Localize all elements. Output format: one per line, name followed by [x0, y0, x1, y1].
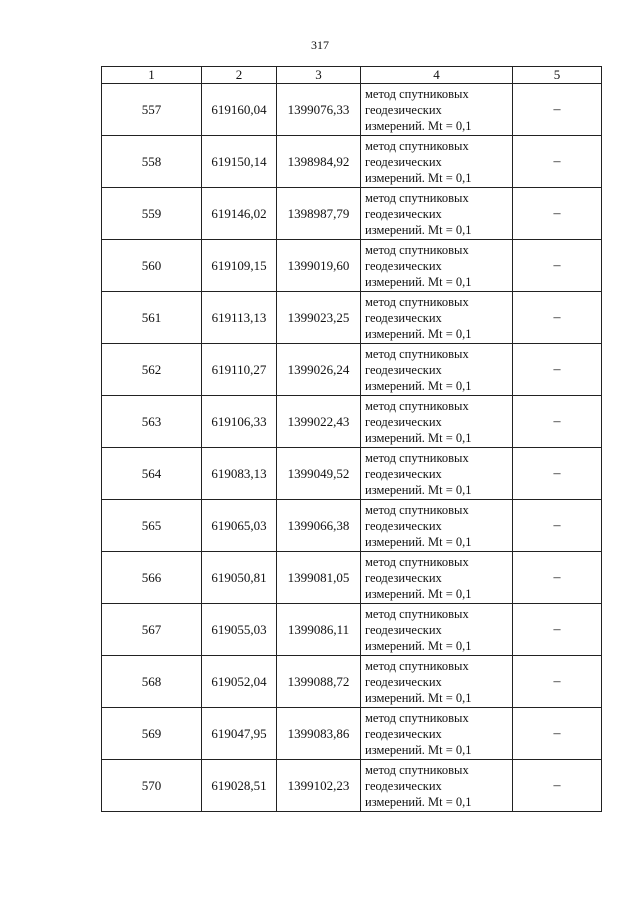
method-line: геодезических — [365, 778, 442, 793]
note-cell: – — [513, 136, 602, 188]
method-line: метод спутниковых — [365, 450, 469, 465]
x-coordinate-cell: 619047,95 — [202, 708, 277, 760]
method-line: измерений. Mt = 0,1 — [365, 690, 472, 705]
note-cell: – — [513, 188, 602, 240]
x-coordinate-cell: 619055,03 — [202, 604, 277, 656]
point-number-cell: 563 — [102, 396, 202, 448]
method-line: измерений. Mt = 0,1 — [365, 534, 472, 549]
method-line: измерений. Mt = 0,1 — [365, 222, 472, 237]
method-line: геодезических — [365, 518, 442, 533]
method-line: геодезических — [365, 414, 442, 429]
method-line: измерений. Mt = 0,1 — [365, 638, 472, 653]
note-cell: – — [513, 500, 602, 552]
y-coordinate-cell: 1399019,60 — [277, 240, 361, 292]
note-cell: – — [513, 552, 602, 604]
point-number-cell: 567 — [102, 604, 202, 656]
coordinates-table — [101, 66, 602, 812]
method-cell — [361, 84, 513, 136]
note-cell: – — [513, 604, 602, 656]
point-number-cell: 560 — [102, 240, 202, 292]
method-line: геодезических — [365, 726, 442, 741]
x-coordinate-cell: 619106,33 — [202, 396, 277, 448]
method-line: геодезических — [365, 102, 442, 117]
table-row — [102, 396, 602, 448]
method-cell — [361, 656, 513, 708]
method-cell — [361, 344, 513, 396]
x-coordinate-cell: 619109,15 — [202, 240, 277, 292]
column-header: 5 — [513, 67, 602, 84]
method-cell — [361, 760, 513, 812]
y-coordinate-cell: 1398987,79 — [277, 188, 361, 240]
page-number: 317 — [311, 38, 329, 52]
table-row — [102, 84, 602, 136]
method-cell — [361, 500, 513, 552]
method-line: геодезических — [365, 258, 442, 273]
point-number-cell: 564 — [102, 448, 202, 500]
method-cell — [361, 708, 513, 760]
x-coordinate-cell: 619052,04 — [202, 656, 277, 708]
note-cell: – — [513, 344, 602, 396]
method-cell — [361, 188, 513, 240]
method-line: измерений. Mt = 0,1 — [365, 118, 472, 133]
point-number-cell: 557 — [102, 84, 202, 136]
method-cell — [361, 448, 513, 500]
method-cell — [361, 604, 513, 656]
note-cell: – — [513, 84, 602, 136]
method-line: измерений. Mt = 0,1 — [365, 482, 472, 497]
table-row — [102, 500, 602, 552]
table-row — [102, 760, 602, 812]
method-cell — [361, 396, 513, 448]
point-number-cell: 559 — [102, 188, 202, 240]
point-number-cell: 558 — [102, 136, 202, 188]
table-row — [102, 292, 602, 344]
note-cell: – — [513, 656, 602, 708]
note-cell: – — [513, 708, 602, 760]
x-coordinate-cell: 619083,13 — [202, 448, 277, 500]
point-number-cell: 569 — [102, 708, 202, 760]
y-coordinate-cell: 1399066,38 — [277, 500, 361, 552]
method-line: измерений. Mt = 0,1 — [365, 274, 472, 289]
table-row — [102, 448, 602, 500]
method-line: геодезических — [365, 206, 442, 221]
method-line: измерений. Mt = 0,1 — [365, 794, 472, 809]
point-number-cell: 570 — [102, 760, 202, 812]
method-line: измерений. Mt = 0,1 — [365, 586, 472, 601]
method-line: метод спутниковых — [365, 710, 469, 725]
table-row — [102, 552, 602, 604]
x-coordinate-cell: 619050,81 — [202, 552, 277, 604]
table-row — [102, 240, 602, 292]
note-cell: – — [513, 240, 602, 292]
method-line: метод спутниковых — [365, 554, 469, 569]
table-row — [102, 656, 602, 708]
note-cell: – — [513, 292, 602, 344]
y-coordinate-cell: 1399086,11 — [277, 604, 361, 656]
x-coordinate-cell: 619150,14 — [202, 136, 277, 188]
point-number-cell: 566 — [102, 552, 202, 604]
method-line: геодезических — [365, 362, 442, 377]
x-coordinate-cell: 619110,27 — [202, 344, 277, 396]
method-line: метод спутниковых — [365, 346, 469, 361]
method-line: геодезических — [365, 622, 442, 637]
method-line: измерений. Mt = 0,1 — [365, 378, 472, 393]
method-line: измерений. Mt = 0,1 — [365, 326, 472, 341]
method-cell — [361, 552, 513, 604]
y-coordinate-cell: 1399083,86 — [277, 708, 361, 760]
y-coordinate-cell: 1399026,24 — [277, 344, 361, 396]
method-line: метод спутниковых — [365, 190, 469, 205]
column-header: 4 — [361, 67, 513, 84]
y-coordinate-cell: 1399022,43 — [277, 396, 361, 448]
method-line: метод спутниковых — [365, 606, 469, 621]
y-coordinate-cell: 1399102,23 — [277, 760, 361, 812]
point-number-cell: 562 — [102, 344, 202, 396]
point-number-cell: 568 — [102, 656, 202, 708]
x-coordinate-cell: 619160,04 — [202, 84, 277, 136]
method-line: метод спутниковых — [365, 242, 469, 257]
x-coordinate-cell: 619028,51 — [202, 760, 277, 812]
method-line: метод спутниковых — [365, 502, 469, 517]
y-coordinate-cell: 1399023,25 — [277, 292, 361, 344]
x-coordinate-cell: 619146,02 — [202, 188, 277, 240]
method-line: геодезических — [365, 570, 442, 585]
method-cell — [361, 240, 513, 292]
method-line: геодезических — [365, 674, 442, 689]
note-cell: – — [513, 396, 602, 448]
y-coordinate-cell: 1399076,33 — [277, 84, 361, 136]
method-line: измерений. Mt = 0,1 — [365, 170, 472, 185]
y-coordinate-cell: 1399081,05 — [277, 552, 361, 604]
y-coordinate-cell: 1398984,92 — [277, 136, 361, 188]
table-row — [102, 344, 602, 396]
table-row — [102, 136, 602, 188]
method-line: геодезических — [365, 154, 442, 169]
method-line: геодезических — [365, 466, 442, 481]
method-line: метод спутниковых — [365, 762, 469, 777]
column-header: 2 — [202, 67, 277, 84]
method-line: геодезических — [365, 310, 442, 325]
y-coordinate-cell: 1399049,52 — [277, 448, 361, 500]
column-header: 3 — [277, 67, 361, 84]
x-coordinate-cell: 619065,03 — [202, 500, 277, 552]
method-line: метод спутниковых — [365, 138, 469, 153]
table-row — [102, 188, 602, 240]
y-coordinate-cell: 1399088,72 — [277, 656, 361, 708]
x-coordinate-cell: 619113,13 — [202, 292, 277, 344]
table-row — [102, 708, 602, 760]
method-line: метод спутниковых — [365, 658, 469, 673]
note-cell: – — [513, 448, 602, 500]
column-header: 1 — [102, 67, 202, 84]
method-cell — [361, 292, 513, 344]
method-line: измерений. Mt = 0,1 — [365, 430, 472, 445]
method-line: метод спутниковых — [365, 294, 469, 309]
note-cell: – — [513, 760, 602, 812]
point-number-cell: 561 — [102, 292, 202, 344]
table-row — [102, 604, 602, 656]
method-line: метод спутниковых — [365, 398, 469, 413]
table-header-row — [102, 67, 602, 84]
method-line: метод спутниковых — [365, 86, 469, 101]
table-body — [102, 84, 602, 812]
method-cell — [361, 136, 513, 188]
point-number-cell: 565 — [102, 500, 202, 552]
method-line: измерений. Mt = 0,1 — [365, 742, 472, 757]
